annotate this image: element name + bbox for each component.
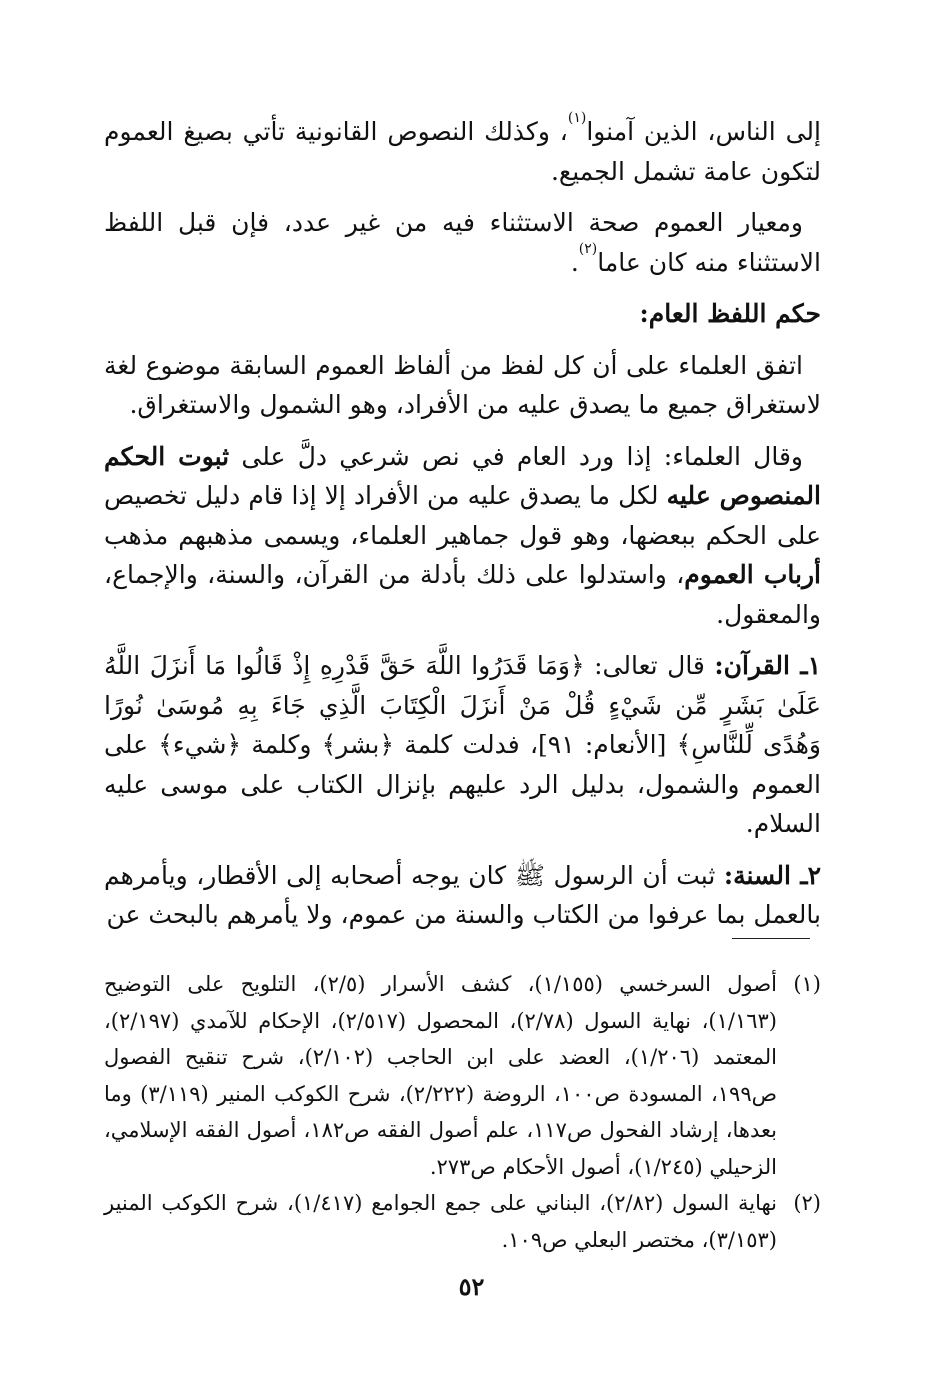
emphasis-ruling: ثبوت الحكم المنصوص عليه: [104, 441, 821, 510]
footnote-text: نهاية السول (٢/٨٢)، البناني على جمع الجوامع (١/٤١٧)، شرح الكوكب المنير (٣/١٥٣)، مختصر البعلي ص١٠٩.: [104, 1191, 778, 1252]
page-number: ٥٢: [458, 1272, 485, 1301]
evidence-label-quran: ١ـ القرآن:: [714, 651, 821, 680]
main-text: [104, 112, 821, 947]
footnote-ref-1: (١): [567, 110, 587, 126]
footnotes: [104, 966, 821, 1258]
footnote-number: (١): [793, 972, 821, 996]
paragraph-quran-evidence: ١ـ القرآن: قال تعالى: ﴿وَمَا قَدَرُوا اللَّهَ حَقَّ قَدْرِهِ إِذْ قَالُوا مَا أَنزَلَ اللَّهُ عَلَىٰ بَشَرٍ مِّن شَيْءٍ قُلْ مَنْ أَنزَلَ الْكِتَابَ الَّذِي جَاءَ بِهِ مُوسَىٰ نُورًا وَهُدًى لِّلنَّاسِ﴾ [الأنعام: ٩١]، فدلت كلمة ﴿بشر﴾ وكلمة ﴿شيء﴾ على العموم والشمول، بدليل الرد عليهم بإنزال الكتاب على موسى عليه السلام.: [104, 651, 821, 838]
paragraph-2: ومعيار العموم صحة الاستثناء فيه من غير عدد، فإن قبل اللفظ الاستثناء منه كان عاما$^{(٢)}$.: [104, 208, 821, 277]
paragraph-1: إلى الناس، الذين آمنوا$^{(١)}$، وكذلك النصوص القانونية تأتي بصيغ العموم لتكون عامة تشمل الجميع.: [104, 110, 821, 186]
paragraph-4: وقال العلماء: إذا ورد العام في نص شرعي دلَّ على ثبوت الحكم المنصوص عليه لكل ما يصدق عليه من الأفراد إلا إذا قام دليل تخصيص على الحكم ببعضها، وهو قول جماهير العلماء، ويسمى مذهبهم مذهب أرباب العموم، واستدلوا على ذلك بأدلة من القرآن، والسنة، والإجماع، والمعقول.: [104, 441, 821, 629]
paragraph-sunnah-evidence: ٢ـ السنة: ثبت أن الرسول ﷺ كان يوجه أصحابه إلى الأقطار، ويأمرهم بالعمل بما عرفوا من الكتاب والسنة من عموم، ولا يأمرهم بالبحث عن: [104, 860, 821, 929]
footnote-2: [104, 1185, 821, 1258]
footnote-text: أصول السرخسي (١/١٥٥)، كشف الأسرار (٢/٥)، التلويح على التوضيح (١/١٦٣)، نهاية السول (٢/٧٨)، المحصول (٢/٥١٧)، الإحكام للآمدي (٢/١٩٧)، المعتمد (١/٢٠٦)، العضد على ابن الحاجب (٢/١٠٢)، شرح تنقيح الفصول ص١٩٩، المسودة ص١٠٠، الروضة (٢/٢٢٢)، شرح الكوكب المنير (٣/١١٩) وما بعدها، إرشاد الفحول ص١١٧، علم أصول الفقه ص١٨٢، أصول الفقه الإسلامي، الزحيلي (١/٢٤٥)، أصول الأحكام ص٢٧٣.: [104, 972, 778, 1179]
section-heading: حكم اللفظ العام:: [639, 299, 821, 328]
paragraph-3: اتفق العلماء على أن كل لفظ من ألفاظ العموم السابقة موضوع لغة لاستغراق جميع ما يصدق عليه من الأفراد، وهو الشمول والاستغراق.: [104, 350, 821, 419]
footnote-ref-2: (٢): [578, 240, 598, 257]
footnote-divider: [732, 938, 810, 939]
emphasis-school: أرباب العموم: [684, 560, 821, 589]
footnote-number: (٢): [793, 1191, 821, 1215]
evidence-label-sunnah: ٢ـ السنة:: [723, 860, 821, 890]
footnote-1: [104, 966, 821, 1185]
